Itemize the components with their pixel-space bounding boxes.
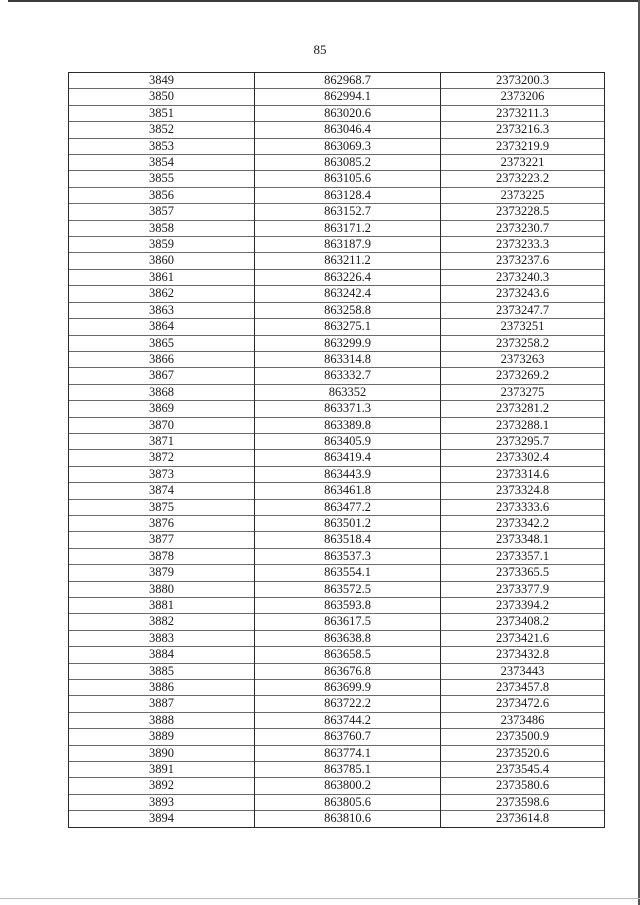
y-coordinate-cell: 2373281.2	[441, 401, 605, 417]
point-number-cell: 3879	[69, 565, 255, 581]
page-number: 85	[313, 42, 327, 57]
point-number-cell: 3854	[69, 155, 255, 171]
y-coordinate-cell: 2373288.1	[441, 417, 605, 433]
table-row	[69, 155, 605, 171]
x-coordinate-cell: 863020.6	[255, 105, 441, 121]
point-number-cell: 3862	[69, 286, 255, 302]
y-coordinate-cell: 2373243.6	[441, 286, 605, 302]
table-row	[69, 515, 605, 531]
table-row	[69, 663, 605, 679]
table-row	[69, 729, 605, 745]
x-coordinate-cell: 863572.5	[255, 581, 441, 597]
point-number-cell: 3866	[69, 351, 255, 367]
table-row	[69, 466, 605, 482]
y-coordinate-cell: 2373394.2	[441, 598, 605, 614]
point-number-cell: 3893	[69, 794, 255, 810]
table-row	[69, 73, 605, 89]
point-number-cell: 3872	[69, 450, 255, 466]
y-coordinate-cell: 2373443	[441, 663, 605, 679]
table-row	[69, 565, 605, 581]
point-number-cell: 3877	[69, 532, 255, 548]
y-coordinate-cell: 2373206	[441, 89, 605, 105]
y-coordinate-cell: 2373275	[441, 384, 605, 400]
point-number-cell: 3863	[69, 302, 255, 318]
table-row	[69, 319, 605, 335]
point-number-cell: 3859	[69, 237, 255, 253]
y-coordinate-cell: 2373408.2	[441, 614, 605, 630]
y-coordinate-cell: 2373251	[441, 319, 605, 335]
table-row	[69, 187, 605, 203]
table-row	[69, 171, 605, 187]
x-coordinate-cell: 863477.2	[255, 499, 441, 515]
point-number-cell: 3851	[69, 105, 255, 121]
point-number-cell: 3883	[69, 630, 255, 646]
table-row	[69, 220, 605, 236]
x-coordinate-cell: 863537.3	[255, 548, 441, 564]
table-row	[69, 680, 605, 696]
table-row	[69, 368, 605, 384]
point-number-cell: 3873	[69, 466, 255, 482]
y-coordinate-cell: 2373237.6	[441, 253, 605, 269]
point-number-cell: 3878	[69, 548, 255, 564]
x-coordinate-cell: 863332.7	[255, 368, 441, 384]
y-coordinate-cell: 2373240.3	[441, 269, 605, 285]
point-number-cell: 3852	[69, 122, 255, 138]
x-coordinate-cell: 863676.8	[255, 663, 441, 679]
x-coordinate-cell: 863069.3	[255, 138, 441, 154]
x-coordinate-cell: 863299.9	[255, 335, 441, 351]
point-number-cell: 3892	[69, 778, 255, 794]
x-coordinate-cell: 862968.7	[255, 73, 441, 89]
y-coordinate-cell: 2373432.8	[441, 647, 605, 663]
point-number-cell: 3886	[69, 680, 255, 696]
point-number-cell: 3891	[69, 762, 255, 778]
x-coordinate-cell: 863275.1	[255, 319, 441, 335]
y-coordinate-cell: 2373247.7	[441, 302, 605, 318]
table-row	[69, 138, 605, 154]
x-coordinate-cell: 863211.2	[255, 253, 441, 269]
y-coordinate-cell: 2373263	[441, 351, 605, 367]
point-number-cell: 3874	[69, 483, 255, 499]
x-coordinate-cell: 863105.6	[255, 171, 441, 187]
y-coordinate-cell: 2373348.1	[441, 532, 605, 548]
table-row	[69, 499, 605, 515]
table-row	[69, 647, 605, 663]
table-row	[69, 433, 605, 449]
y-coordinate-cell: 2373219.9	[441, 138, 605, 154]
point-number-cell: 3881	[69, 598, 255, 614]
table-row	[69, 745, 605, 761]
y-coordinate-cell: 2373342.2	[441, 515, 605, 531]
point-number-cell: 3857	[69, 204, 255, 220]
y-coordinate-cell: 2373580.6	[441, 778, 605, 794]
y-coordinate-cell: 2373357.1	[441, 548, 605, 564]
point-number-cell: 3864	[69, 319, 255, 335]
point-number-cell: 3871	[69, 433, 255, 449]
scan-edge-top	[8, 0, 640, 2]
y-coordinate-cell: 2373223.2	[441, 171, 605, 187]
x-coordinate-cell: 863371.3	[255, 401, 441, 417]
x-coordinate-cell: 863226.4	[255, 269, 441, 285]
y-coordinate-cell: 2373211.3	[441, 105, 605, 121]
y-coordinate-cell: 2373614.8	[441, 811, 605, 827]
x-coordinate-cell: 863518.4	[255, 532, 441, 548]
x-coordinate-cell: 863405.9	[255, 433, 441, 449]
y-coordinate-cell: 2373295.7	[441, 433, 605, 449]
table-row	[69, 204, 605, 220]
scan-edge-bottom	[0, 898, 640, 899]
point-number-cell: 3860	[69, 253, 255, 269]
x-coordinate-cell: 863800.2	[255, 778, 441, 794]
x-coordinate-cell: 863242.4	[255, 286, 441, 302]
point-number-cell: 3888	[69, 712, 255, 728]
coordinates-table	[68, 72, 605, 828]
y-coordinate-cell: 2373545.4	[441, 762, 605, 778]
point-number-cell: 3887	[69, 696, 255, 712]
point-number-cell: 3858	[69, 220, 255, 236]
point-number-cell: 3876	[69, 515, 255, 531]
x-coordinate-cell: 863187.9	[255, 237, 441, 253]
y-coordinate-cell: 2373333.6	[441, 499, 605, 515]
point-number-cell: 3894	[69, 811, 255, 827]
point-number-cell: 3869	[69, 401, 255, 417]
y-coordinate-cell: 2373324.8	[441, 483, 605, 499]
y-coordinate-cell: 2373365.5	[441, 565, 605, 581]
x-coordinate-cell: 863443.9	[255, 466, 441, 482]
x-coordinate-cell: 863389.8	[255, 417, 441, 433]
table-row	[69, 598, 605, 614]
y-coordinate-cell: 2373269.2	[441, 368, 605, 384]
x-coordinate-cell: 863501.2	[255, 515, 441, 531]
table-row	[69, 89, 605, 105]
table-row	[69, 417, 605, 433]
table-row	[69, 253, 605, 269]
table-row	[69, 401, 605, 417]
coordinates-table-body	[69, 73, 605, 828]
point-number-cell: 3885	[69, 663, 255, 679]
x-coordinate-cell: 863638.8	[255, 630, 441, 646]
point-number-cell: 3849	[69, 73, 255, 89]
y-coordinate-cell: 2373221	[441, 155, 605, 171]
x-coordinate-cell: 863774.1	[255, 745, 441, 761]
y-coordinate-cell: 2373314.6	[441, 466, 605, 482]
point-number-cell: 3868	[69, 384, 255, 400]
table-row	[69, 614, 605, 630]
table-row	[69, 794, 605, 810]
x-coordinate-cell: 863699.9	[255, 680, 441, 696]
point-number-cell: 3882	[69, 614, 255, 630]
y-coordinate-cell: 2373216.3	[441, 122, 605, 138]
table-row	[69, 762, 605, 778]
y-coordinate-cell: 2373472.6	[441, 696, 605, 712]
point-number-cell: 3875	[69, 499, 255, 515]
point-number-cell: 3850	[69, 89, 255, 105]
point-number-cell: 3853	[69, 138, 255, 154]
table-row	[69, 105, 605, 121]
x-coordinate-cell: 863461.8	[255, 483, 441, 499]
table-row	[69, 122, 605, 138]
x-coordinate-cell: 863658.5	[255, 647, 441, 663]
table-row	[69, 286, 605, 302]
table-row	[69, 630, 605, 646]
x-coordinate-cell: 863593.8	[255, 598, 441, 614]
x-coordinate-cell: 863805.6	[255, 794, 441, 810]
point-number-cell: 3870	[69, 417, 255, 433]
x-coordinate-cell: 862994.1	[255, 89, 441, 105]
table-row	[69, 712, 605, 728]
x-coordinate-cell: 863128.4	[255, 187, 441, 203]
x-coordinate-cell: 863760.7	[255, 729, 441, 745]
table-row	[69, 302, 605, 318]
table-row	[69, 548, 605, 564]
y-coordinate-cell: 2373598.6	[441, 794, 605, 810]
y-coordinate-cell: 2373225	[441, 187, 605, 203]
table-row	[69, 696, 605, 712]
table-row	[69, 351, 605, 367]
y-coordinate-cell: 2373230.7	[441, 220, 605, 236]
point-number-cell: 3856	[69, 187, 255, 203]
table-row	[69, 811, 605, 827]
point-number-cell: 3855	[69, 171, 255, 187]
table-row	[69, 532, 605, 548]
y-coordinate-cell: 2373302.4	[441, 450, 605, 466]
y-coordinate-cell: 2373457.8	[441, 680, 605, 696]
table-row	[69, 335, 605, 351]
point-number-cell: 3884	[69, 647, 255, 663]
x-coordinate-cell: 863352	[255, 384, 441, 400]
y-coordinate-cell: 2373486	[441, 712, 605, 728]
y-coordinate-cell: 2373233.3	[441, 237, 605, 253]
y-coordinate-cell: 2373500.9	[441, 729, 605, 745]
table-row	[69, 778, 605, 794]
table-row	[69, 237, 605, 253]
x-coordinate-cell: 863171.2	[255, 220, 441, 236]
y-coordinate-cell: 2373377.9	[441, 581, 605, 597]
point-number-cell: 3880	[69, 581, 255, 597]
point-number-cell: 3867	[69, 368, 255, 384]
x-coordinate-cell: 863617.5	[255, 614, 441, 630]
table-row	[69, 581, 605, 597]
table-row	[69, 384, 605, 400]
y-coordinate-cell: 2373228.5	[441, 204, 605, 220]
point-number-cell: 3890	[69, 745, 255, 761]
point-number-cell: 3889	[69, 729, 255, 745]
x-coordinate-cell: 863785.1	[255, 762, 441, 778]
point-number-cell: 3865	[69, 335, 255, 351]
y-coordinate-cell: 2373200.3	[441, 73, 605, 89]
x-coordinate-cell: 863722.2	[255, 696, 441, 712]
point-number-cell: 3861	[69, 269, 255, 285]
table-row	[69, 269, 605, 285]
x-coordinate-cell: 863554.1	[255, 565, 441, 581]
table-row	[69, 450, 605, 466]
x-coordinate-cell: 863744.2	[255, 712, 441, 728]
x-coordinate-cell: 863419.4	[255, 450, 441, 466]
table-row	[69, 483, 605, 499]
x-coordinate-cell: 863314.8	[255, 351, 441, 367]
x-coordinate-cell: 863152.7	[255, 204, 441, 220]
y-coordinate-cell: 2373520.6	[441, 745, 605, 761]
x-coordinate-cell: 863085.2	[255, 155, 441, 171]
x-coordinate-cell: 863046.4	[255, 122, 441, 138]
y-coordinate-cell: 2373258.2	[441, 335, 605, 351]
y-coordinate-cell: 2373421.6	[441, 630, 605, 646]
x-coordinate-cell: 863810.6	[255, 811, 441, 827]
x-coordinate-cell: 863258.8	[255, 302, 441, 318]
